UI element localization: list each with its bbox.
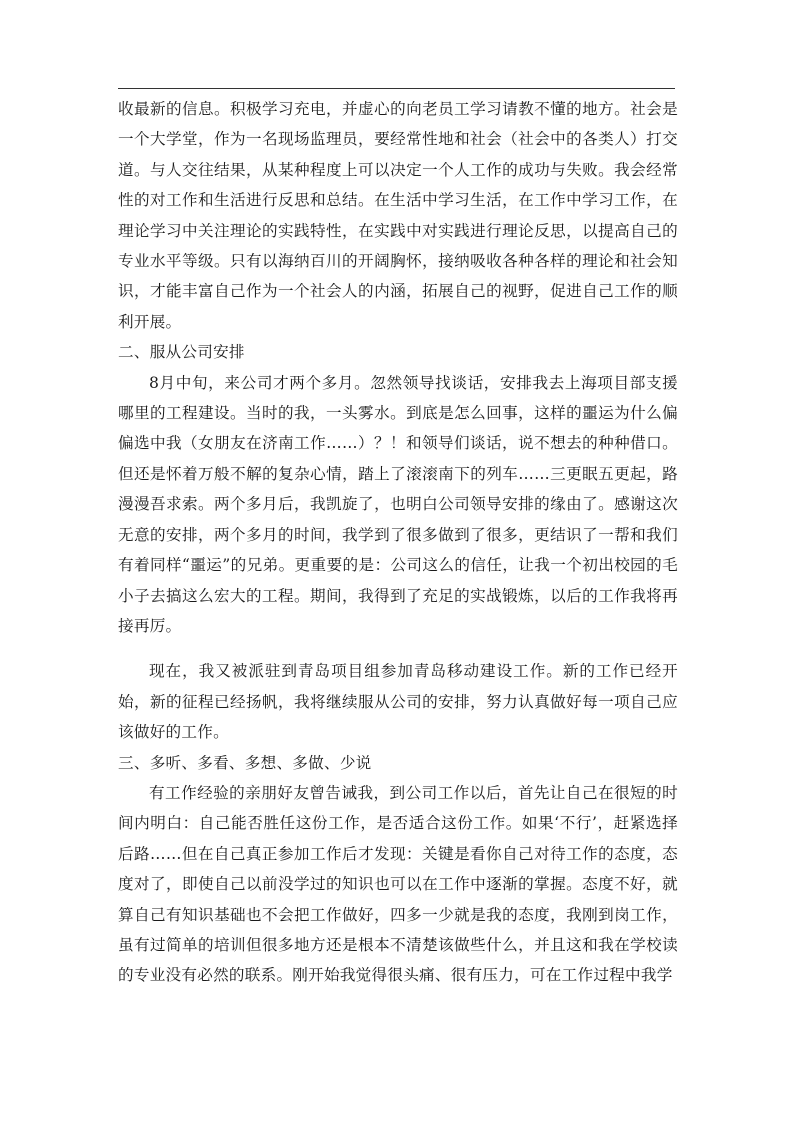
section-heading-2: 二、服从公司安排: [118, 343, 245, 362]
section-heading-3: 三、多听、多看、多想、多做、少说: [118, 753, 372, 772]
document-body: [118, 94, 678, 991]
paragraph-section3-1: 有工作经验的亲朋好友曾告诫我，到公司工作以后，首先让自己在很短的时间内明白：自己能否胜任这份工作，是否适合这份工作。如果‘不行’，赶紧选择后路……但在自己真正参加工作后才发现：关键是看你自己对待工作的态度，态度对了，即使自己以前没学过的知识也可以在工作中逐渐的掌握。态度不好，就算自己有知识基础也不会把工作做好，四多一少就是我的态度，我刚到岗工作，虽有过简单的培训但很多地方还是根本不清楚该做些什么，并且这和我在学校读的专业没有必然的联系。刚开始我觉得很头痛、很有压力，可在工作过程中我学: [118, 783, 678, 985]
paragraph-section2-2: 现在，我又被派驻到青岛项目组参加青岛移动建设工作。新的工作已经开始，新的征程已经扬帆，我将继续服从公司的安排，努力认真做好每一项自己应该做好的工作。: [118, 662, 678, 742]
header-rule: [118, 88, 675, 89]
paragraph-gap: [118, 641, 678, 656]
paragraph-section2-1: 8月中旬，来公司才两个多月。忽然领导找谈话，安排我去上海项目部支援哪里的工程建设。当时的我，一头雾水。到底是怎么回事，这样的噩运为什么偏偏选中我（女朋友在济南工作……）？！和领导们谈话，说不想去的种种借口。但还是怀着万般不解的复杂心情，踏上了滚滚南下的列车……三更眠五更起，路漫漫吾求索。两个多月后，我凯旋了，也明白公司领导安排的缘由了。感谢这次无意的安排，两个多月的时间，我学到了很多做到了很多，更结识了一帮和我们有着同样“噩运”的兄弟。更重要的是：公司这么的信任，让我一个初出校园的毛小子去搞这么宏大的工程。期间，我得到了充足的实战锻炼，以后的工作我将再接再厉。: [118, 373, 678, 635]
paragraph-continued: 收最新的信息。积极学习充电，并虚心的向老员工学习请教不懂的地方。社会是一个大学堂，作为一名现场监理员，要经常性地和社会（社会中的各类人）打交道。与人交往结果，从某种程度上可以决定一个人工作的成功与失败。我会经常性的对工作和生活进行反思和总结。在生活中学习生活，在工作中学习工作，在理论学习中关注理论的实践特性，在实践中对实践进行理论反思，以提高自己的专业水平等级。只有以海纳百川的开阔胸怀，接纳吸收各种各样的理论和社会知识，才能丰富自己作为一个社会人的内涵，拓展自己的视野，促进自己工作的顺利开展。: [118, 100, 678, 331]
